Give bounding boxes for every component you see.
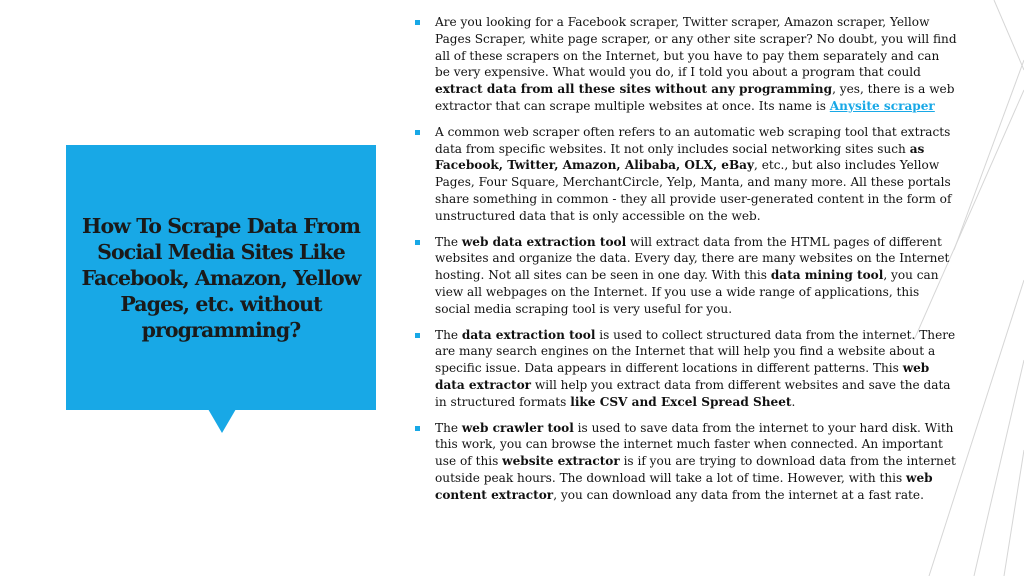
bullet-text: A common web scraper often refers to an automatic web scraping tool that extracts data from specific websites. It not only includes social networking sites such bbox=[435, 124, 951, 156]
bullet-list bbox=[413, 14, 958, 504]
bullet-item bbox=[413, 14, 958, 115]
bullet-emphasis: web data extractor bbox=[435, 361, 930, 392]
bullet-emphasis: as Facebook, Twitter, Amazon, Alibaba, OLX, eBay bbox=[435, 141, 925, 173]
bullet-text: The bbox=[435, 327, 462, 342]
bullet-square-icon bbox=[415, 130, 420, 135]
bullet-text: The bbox=[435, 420, 462, 435]
bullet-item bbox=[413, 420, 958, 504]
bullet-text: Are you looking for a Facebook scraper, Twitter scraper, Amazon scraper, Yellow Pages Scraper, white page scraper, or any other site scraper? No doubt, you will find all of these scrapers on the Internet, but you have to pay them separately and can be very expensive. What would you do, if I told you about a program that could bbox=[435, 15, 957, 80]
bullet-item bbox=[413, 234, 958, 318]
bullet-emphasis: web data extraction tool bbox=[461, 234, 627, 249]
bullet-item bbox=[413, 327, 958, 411]
bullet-emphasis: website extractor bbox=[502, 454, 620, 469]
bullet-text: will extract data from the HTML pages of different websites and organize the data. Every day, there are many websites on the Internet hosting. Not all sites can be seen in one day. With this bbox=[435, 234, 950, 283]
anysite-scraper-link[interactable]: Anysite scraper bbox=[829, 98, 935, 113]
bullet-emphasis: data mining tool bbox=[770, 268, 884, 283]
bullet-text: . bbox=[791, 394, 796, 409]
bullet-emphasis: web content extractor bbox=[435, 470, 933, 502]
bullet-text: is used to save data from the internet to your hard disk. With this work, you can browse the internet much faster when connected. An important use of this bbox=[435, 420, 954, 469]
bullet-emphasis: extract data from all these sites without any programming bbox=[435, 82, 833, 97]
bullet-item bbox=[413, 124, 958, 225]
title-panel-pointer bbox=[208, 409, 236, 433]
bullet-text: , yes, there is a web extractor that can scrape multiple websites at once. Its name is bbox=[435, 82, 955, 113]
bullet-text: , etc., but also includes Yellow Pages, Four Square, MerchantCircle, Yelp, Manta, and many more. All these portals share something in common - they all provide user-generated content in the form of unstructured data that is only accessible on the web. bbox=[435, 158, 952, 223]
bullet-text: will help you extract data from different websites and save the data in structured formats bbox=[435, 377, 951, 409]
bullet-text: is if you are trying to download data from the internet outside peak hours. The download will take a lot of time. However, with this bbox=[435, 454, 956, 485]
bullet-text: , you can view all webpages on the Internet. If you use a wide range of applications, this social media scraping tool is very useful for you. bbox=[435, 268, 939, 316]
content-area bbox=[413, 14, 958, 513]
bullet-square-icon bbox=[415, 240, 420, 245]
bullet-square-icon bbox=[415, 426, 420, 431]
bullet-square-icon bbox=[415, 20, 420, 25]
bullet-square-icon bbox=[415, 333, 420, 338]
bullet-text: , you can download any data from the internet at a fast rate. bbox=[553, 487, 924, 502]
bullet-emphasis: web crawler tool bbox=[461, 420, 574, 435]
bullet-emphasis: data extraction tool bbox=[461, 327, 596, 342]
bullet-text: is used to collect structured data from the internet. There are many search engines on the Internet that will help you find a website about a specific issue. Data appears in different locations in different patterns. This bbox=[435, 327, 956, 376]
slide-title: How To Scrape Data From Social Media Sites Like Facebook, Amazon, Yellow Pages, etc. without programming? bbox=[81, 213, 361, 342]
title-panel bbox=[66, 145, 376, 410]
bullet-emphasis: like CSV and Excel Spread Sheet bbox=[570, 394, 792, 409]
bullet-text: The bbox=[435, 234, 462, 249]
